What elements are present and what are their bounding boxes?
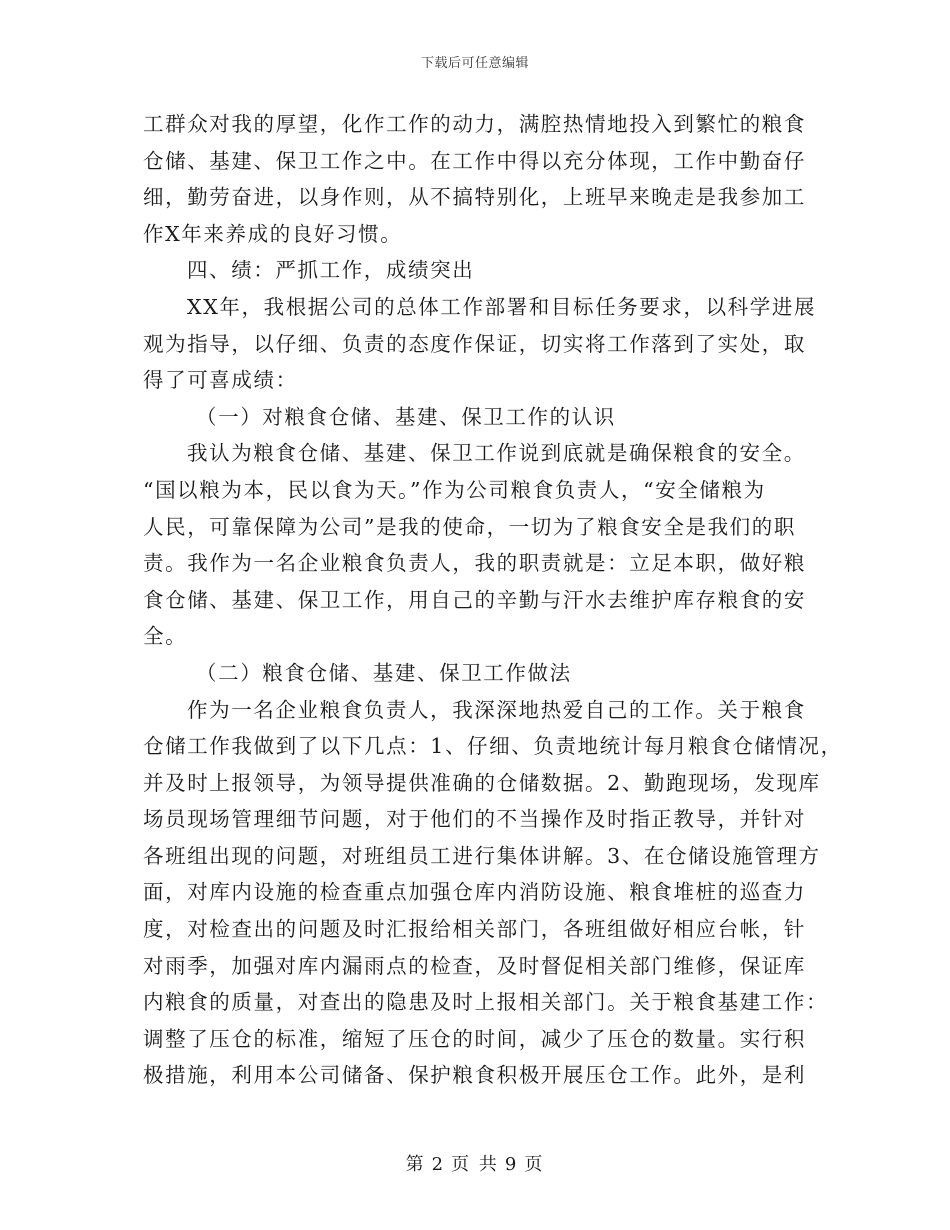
text-line: 极措施，利用本公司储备、保护粮食积极开展压仓工作。此外，是利	[143, 1063, 806, 1088]
paragraph-start: XX年，我根据公司的总体工作部署和目标任务要求，以科学进展	[187, 294, 817, 319]
total-page-count: 9	[504, 1154, 519, 1175]
text-line: 人民，可靠保障为公司”是我的使命，一切为了粮食安全是我们的职	[143, 514, 796, 539]
text-line: 场员现场管理细节问题，对于他们的不当操作及时指正教导，并针对	[143, 807, 806, 832]
footer-middle: 页 共	[451, 1154, 499, 1175]
text-line: 并及时上报领导，为领导提供准确的仓储数据。2、勤跑现场，发现库	[143, 770, 821, 795]
footer-prefix: 第	[405, 1154, 426, 1175]
text-line: 食仓储、基建、保卫工作，用自己的辛勤与汗水去维护库存粮食的安	[143, 587, 806, 612]
text-line: 仓储、基建、保卫工作之中。在工作中得以充分体现，工作中勤奋仔	[143, 148, 806, 173]
text-line: 调整了压仓的标准，缩短了压仓的时间，减少了压仓的数量。实行积	[143, 1026, 806, 1051]
text-line: 内粮食的质量，对查出的隐患及时上报相关部门。关于粮食基建工作：	[143, 990, 829, 1015]
text-line: 作X年来养成的良好习惯。	[143, 221, 403, 246]
text-line: 对雨季，加强对库内漏雨点的检查，及时督促相关部门维修，保证库	[143, 953, 806, 978]
paragraph-start: 作为一名企业粮食负责人，我深深地热爱自己的工作。关于粮食	[187, 697, 806, 722]
text-line: “国以粮为本，民以食为天。”作为公司粮食负责人，“安全储粮为	[143, 477, 766, 502]
text-line: 全。	[143, 624, 188, 649]
paragraph-start: 我认为粮食仓储、基建、保卫工作说到底就是确保粮食的安全。	[187, 441, 806, 466]
text-line: 责。我作为一名企业粮食负责人，我的职责就是：立足本职，做好粮	[143, 551, 806, 576]
page-header: 下载后可任意编辑	[420, 56, 529, 71]
subsection-heading: （一）对粮食仓储、基建、保卫工作的认识	[196, 404, 616, 429]
subsection-heading: （二）粮食仓储、基建、保卫工作做法	[196, 660, 572, 685]
section-heading: 四、绩：严抓工作，成绩突出	[187, 258, 475, 283]
page-footer	[0, 1150, 950, 1176]
text-line: 工群众对我的厚望，化作工作的动力，满腔热情地投入到繁忙的粮食	[143, 112, 806, 136]
text-line: 观为指导，以仔细、负责的态度作保证，切实将工作落到了实处，取	[143, 331, 806, 356]
text-line: 度，对检查出的问题及时汇报给相关部门，各班组做好相应台帐，针	[143, 917, 806, 942]
text-line: 仓储工作我做到了以下几点：1、仔细、负责地统计每月粮食仓储情况，	[143, 734, 843, 759]
footer-suffix: 页	[524, 1154, 545, 1175]
current-page-number: 2	[431, 1154, 446, 1175]
text-line: 得了可喜成绩：	[143, 368, 298, 393]
text-line: 各班组出现的问题，对班组员工进行集体讲解。3、在仓储设施管理方	[143, 843, 821, 868]
text-line: 面，对库内设施的检查重点加强仓库内消防设施、粮食堆桩的巡查力	[143, 880, 806, 905]
text-line: 细，勤劳奋进，以身作则，从不搞特别化，上班早来晚走是我参加工	[143, 185, 806, 210]
document-body	[143, 106, 843, 1094]
